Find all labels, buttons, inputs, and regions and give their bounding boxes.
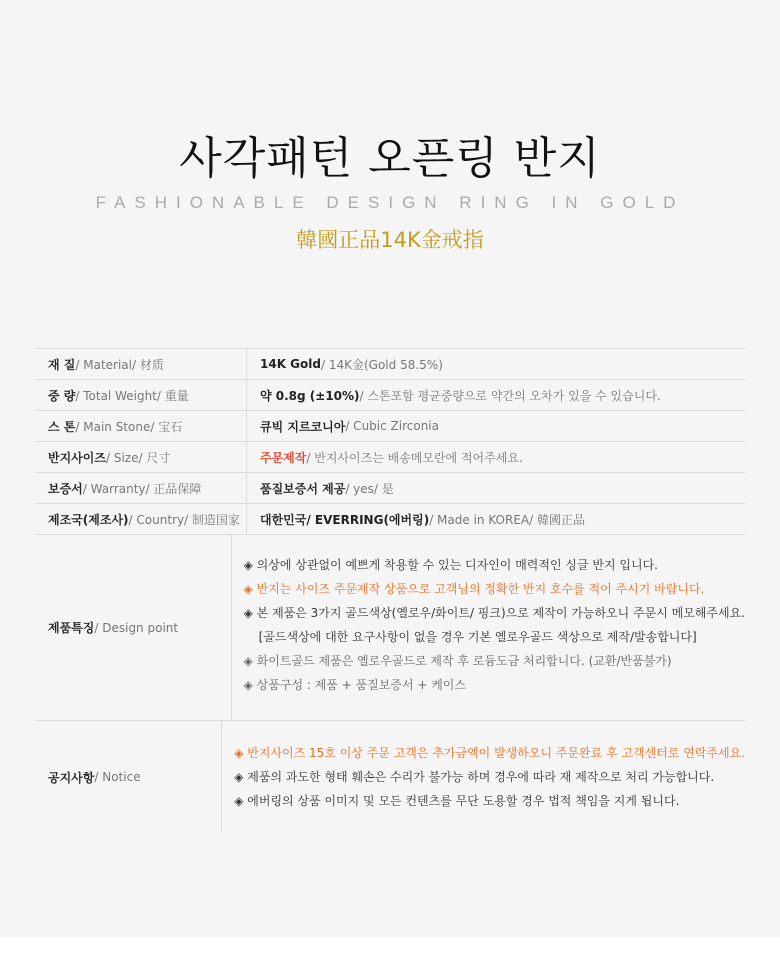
spec-label: 스 톤	[48, 419, 76, 434]
spec-value: 대한민국/ EVERRING(에버링)	[260, 512, 430, 527]
spec-value: 품질보증서 제공	[260, 481, 346, 496]
spec-value: 큐빅 지르코니아	[260, 419, 346, 434]
list-item: ◈ 에버링의 상품 이미지 및 모든 컨텐츠를 무단 도용할 경우 법적 책임을 지게 됩니다.	[234, 794, 680, 808]
spec-label: 제품특징	[48, 621, 95, 635]
spec-value: 14K Gold	[260, 357, 321, 371]
spec-row-design-point: 제품특징 / Design point ◈ 의상에 상관없이 예쁘게 착용할 수 있는 디자인이 매력적인 싱글 반지 입니다. ◈ 반지는 사이즈 주문제작 상품으로 고객님의 정확한 반지 호수를 적어 주시기 바랍니다. ◈ 본 제품은 3가지 골드색상(옐로우/화이트/ 핑크)으로 제작이 가능하오니 주문시 메모해주세요. [골드색상에 대한 요구사항이 없을 경우 기본 옐로우골드 색상으로 제작/발송합니다] ◈ 화이트골드 제품은 옐로우골드로 제작 후 로듐도금 처리합니다. (교환/반품불가) ◈ 상품구성 : 제품 + 품질보증서 + 케이스	[35, 534, 745, 720]
spec-row-notice: 공지사항 / Notice ◈ 반지사이즈 15호 이상 주문 고객은 추가금액이 발생하오니 주문완료 후 고객센터로 연락주세요. ◈ 제품의 과도한 형태 훼손은 수리가 불가능 하며 경우에 따라 재 제작으로 처리 가능합니다. ◈ 에버링의 상품 이미지 및 모든 컨텐츠를 무단 도용할 경우 법적 책임을 지게 됩니다.	[35, 720, 745, 833]
list-item: ◈ 반지사이즈 15호 이상 주문 고객은 추가금액이 발생하오니 주문완료 후 고객센터로 연락주세요.	[234, 746, 745, 760]
list-item: [골드색상에 대한 요구사항이 없을 경우 기본 옐로우골드 색상으로 제작/발송합니다]	[258, 630, 697, 644]
list-item: ◈ 본 제품은 3가지 골드색상(옐로우/화이트/ 핑크)으로 제작이 가능하오니 주문시 메모해주세요.	[243, 606, 745, 620]
spec-label: 제조국(제조사)	[48, 512, 129, 527]
product-gold-line: 韓國正品14K金戒指	[296, 228, 484, 252]
product-subtitle: FASHIONABLE DESIGN RING IN GOLD	[95, 193, 685, 212]
list-item: ◈ 화이트골드 제품은 옐로우골드로 제작 후 로듐도금 처리합니다. (교환/반품불가)	[243, 654, 672, 668]
design-point-list	[232, 535, 745, 720]
list-item: ◈ 의상에 상관없이 예쁘게 착용할 수 있는 디자인이 매력적인 싱글 반지 입니다.	[243, 558, 658, 572]
spec-label: 보증서	[48, 481, 83, 496]
product-title: 사각패턴 오픈링 반지	[179, 133, 601, 184]
spec-row-weight: 중 량 / Total Weight/ 重量 약 0.8g (±10%) / 스톤포함 평균중량으로 약간의 오차가 있을 수 있습니다.	[35, 379, 745, 410]
spec-row-country: 제조국(제조사) / Country/ 制造国家 대한민국/ EVERRING(에버링) / Made in KOREA/ 韓國正品	[35, 503, 745, 534]
spec-label: 공지사항	[48, 770, 95, 785]
spec-label: 재 질	[48, 357, 76, 372]
spec-row-size: 반지사이즈 / Size/ 尺寸 주문제작 / 반지사이즈는 배송메모란에 적어주세요.	[35, 441, 745, 472]
spec-table	[35, 348, 745, 833]
notice-list	[222, 721, 745, 833]
list-item: ◈ 제품의 과도한 형태 훼손은 수리가 불가능 하며 경우에 따라 재 제작으로 처리 가능합니다.	[234, 770, 715, 784]
spec-label: 반지사이즈	[48, 450, 106, 465]
spec-row-stone: 스 톤 / Main Stone/ 宝石 큐빅 지르코니아 / Cubic Zirconia	[35, 410, 745, 441]
list-item: ◈ 상품구성 : 제품 + 품질보증서 + 케이스	[243, 678, 466, 692]
spec-row-warranty: 보증서 / Warranty/ 正品保障 품질보증서 제공 / yes/ 是	[35, 472, 745, 503]
list-item: ◈ 반지는 사이즈 주문제작 상품으로 고객님의 정확한 반지 호수를 적어 주시기 바랍니다.	[243, 582, 705, 596]
spec-value: 주문제작	[260, 450, 307, 465]
spec-value: 약 0.8g (±10%)	[260, 388, 360, 403]
spec-row-material: 재 질 / Material/ 材质 14K Gold / 14K金(Gold 58.5%)	[35, 348, 745, 379]
spec-label: 중 량	[48, 388, 76, 403]
